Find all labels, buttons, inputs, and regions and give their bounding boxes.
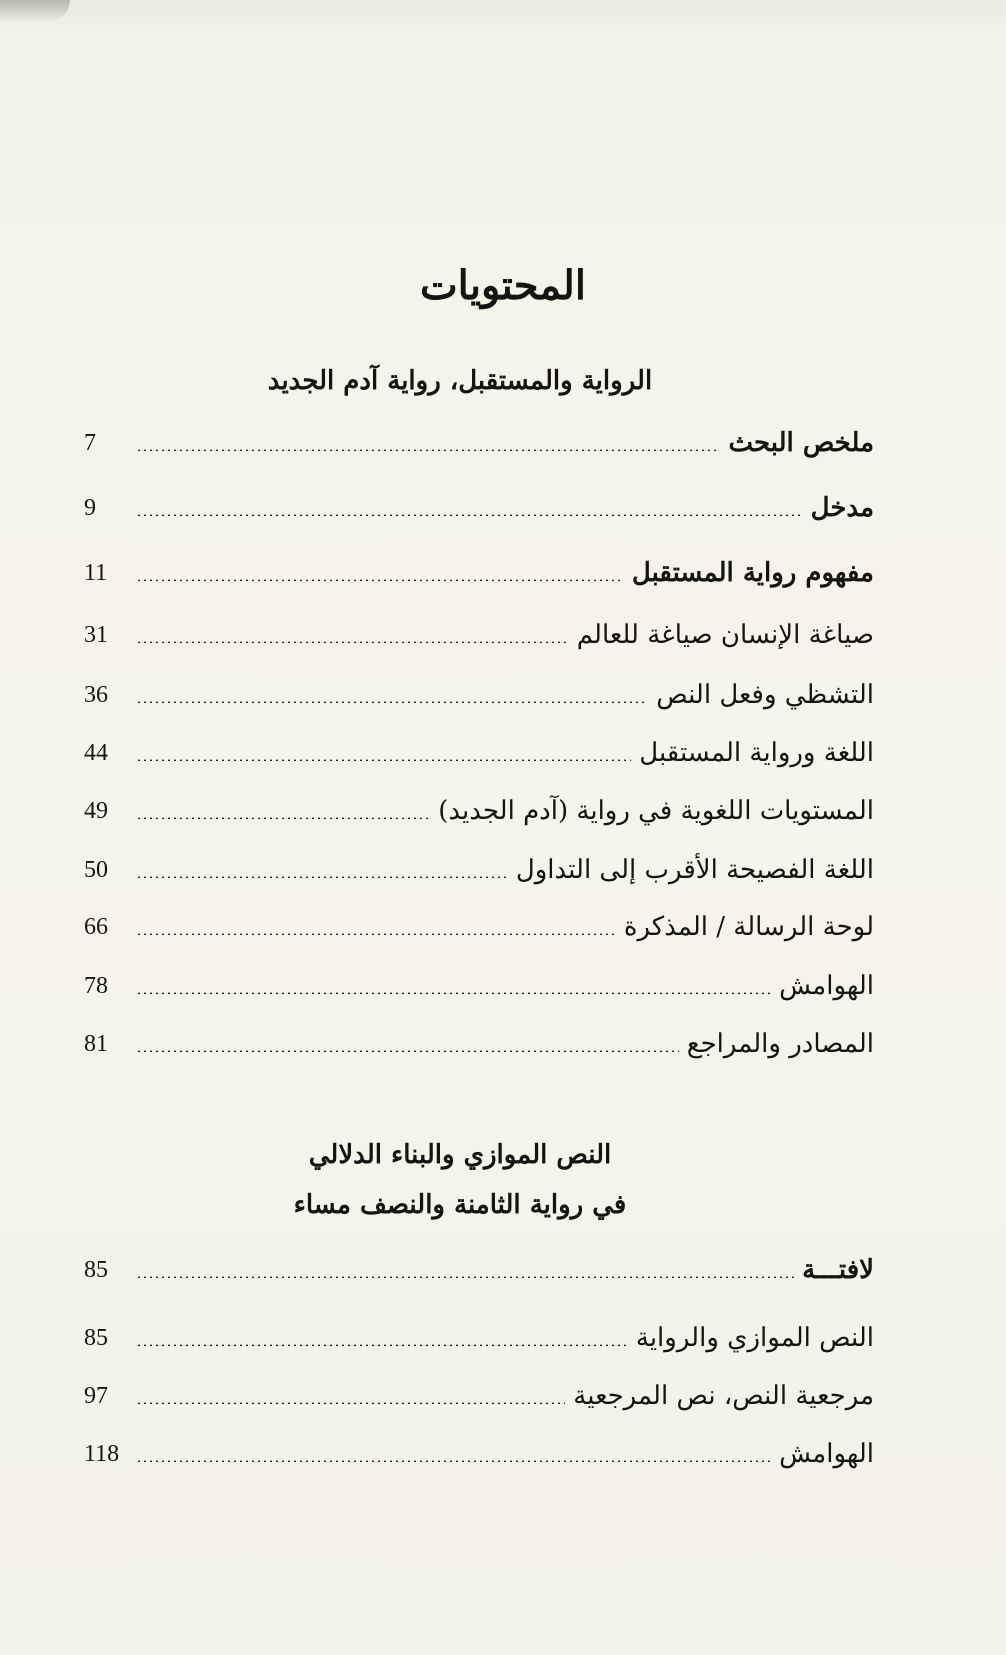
toc-entry-page: 85 xyxy=(84,1256,108,1283)
toc-entry-page: 36 xyxy=(84,681,108,708)
toc-entry[interactable] xyxy=(84,1024,874,1064)
toc-entry[interactable] xyxy=(84,907,874,947)
section-heading-line1: النص الموازي والبناء الدلالي xyxy=(308,1140,612,1170)
toc-entry[interactable] xyxy=(84,488,874,528)
toc-entry-label: اللغة ورواية المستقبل xyxy=(639,738,874,768)
toc-entry-label: لافتـــة xyxy=(802,1255,874,1285)
toc-entry-label: صياغة الإنسان صياغة للعالم xyxy=(576,620,874,650)
dot-leader xyxy=(136,701,648,703)
toc-entry[interactable] xyxy=(84,733,874,773)
toc-entry-label: مرجعية النص، نص المرجعية xyxy=(573,1381,874,1411)
toc-entry[interactable] xyxy=(84,553,874,593)
dot-leader xyxy=(136,933,616,935)
dot-leader xyxy=(136,1050,679,1052)
toc-entry-label: المصادر والمراجع xyxy=(686,1029,874,1059)
toc-entry[interactable] xyxy=(84,966,874,1006)
toc-entry[interactable] xyxy=(84,791,874,831)
toc-entry-label: المستويات اللغوية في رواية (آدم الجديد) xyxy=(438,796,874,826)
toc-entry-page: 49 xyxy=(84,797,108,824)
page-corner-shadow xyxy=(0,0,70,22)
toc-entry-label: اللغة الفصيحة الأقرب إلى التداول xyxy=(515,855,874,885)
toc-entry-label: التشظي وفعل النص xyxy=(656,680,874,710)
toc-entry[interactable] xyxy=(84,423,874,463)
dot-leader xyxy=(136,759,631,761)
toc-entry-page: 50 xyxy=(84,856,108,883)
toc-entry[interactable] xyxy=(84,1376,874,1416)
dot-leader xyxy=(136,514,803,516)
toc-entry-label: النص الموازي والرواية xyxy=(635,1323,874,1353)
toc-entry-label: الهوامش xyxy=(779,971,874,1001)
toc-entry-page: 9 xyxy=(84,494,96,521)
toc-entry-page: 31 xyxy=(84,621,108,648)
toc-entry-page: 118 xyxy=(84,1440,120,1467)
dot-leader xyxy=(136,1402,565,1404)
dot-leader xyxy=(136,1460,771,1462)
page-title: المحتويات xyxy=(420,262,586,309)
dot-leader xyxy=(136,579,624,581)
toc-entry-page: 66 xyxy=(84,913,108,940)
dot-leader xyxy=(136,876,508,878)
toc-entry[interactable] xyxy=(84,615,874,655)
toc-entry-page: 81 xyxy=(84,1030,108,1057)
toc-entry-page: 7 xyxy=(84,429,96,456)
toc-entry[interactable] xyxy=(84,850,874,890)
toc-entry-label: ملخص البحث xyxy=(728,428,874,458)
toc-entry-label: لوحة الرسالة / المذكرة xyxy=(623,912,874,942)
dot-leader xyxy=(136,641,569,643)
section-heading: الرواية والمستقبل، رواية آدم الجديد xyxy=(267,366,653,396)
toc-entry-page: 44 xyxy=(84,739,108,766)
dot-leader xyxy=(136,1276,794,1278)
toc-entry[interactable] xyxy=(84,675,874,715)
toc-entry-page: 78 xyxy=(84,972,108,999)
toc-entry-page: 97 xyxy=(84,1382,108,1409)
toc-entry-page: 85 xyxy=(84,1324,108,1351)
toc-entry[interactable] xyxy=(84,1434,874,1474)
toc-entry-label: مفهوم رواية المستقبل xyxy=(631,558,874,588)
toc-entry[interactable] xyxy=(84,1250,874,1290)
dot-leader xyxy=(136,817,430,819)
toc-entry-label: الهوامش xyxy=(779,1439,874,1469)
toc-entry-label: مدخل xyxy=(810,493,874,523)
dot-leader xyxy=(136,992,771,994)
toc-entry[interactable] xyxy=(84,1318,874,1358)
dot-leader xyxy=(136,1344,628,1346)
section-heading-line2: في رواية الثامنة والنصف مساء xyxy=(293,1190,627,1220)
toc-entry-page: 11 xyxy=(84,559,108,586)
dot-leader xyxy=(136,449,720,451)
